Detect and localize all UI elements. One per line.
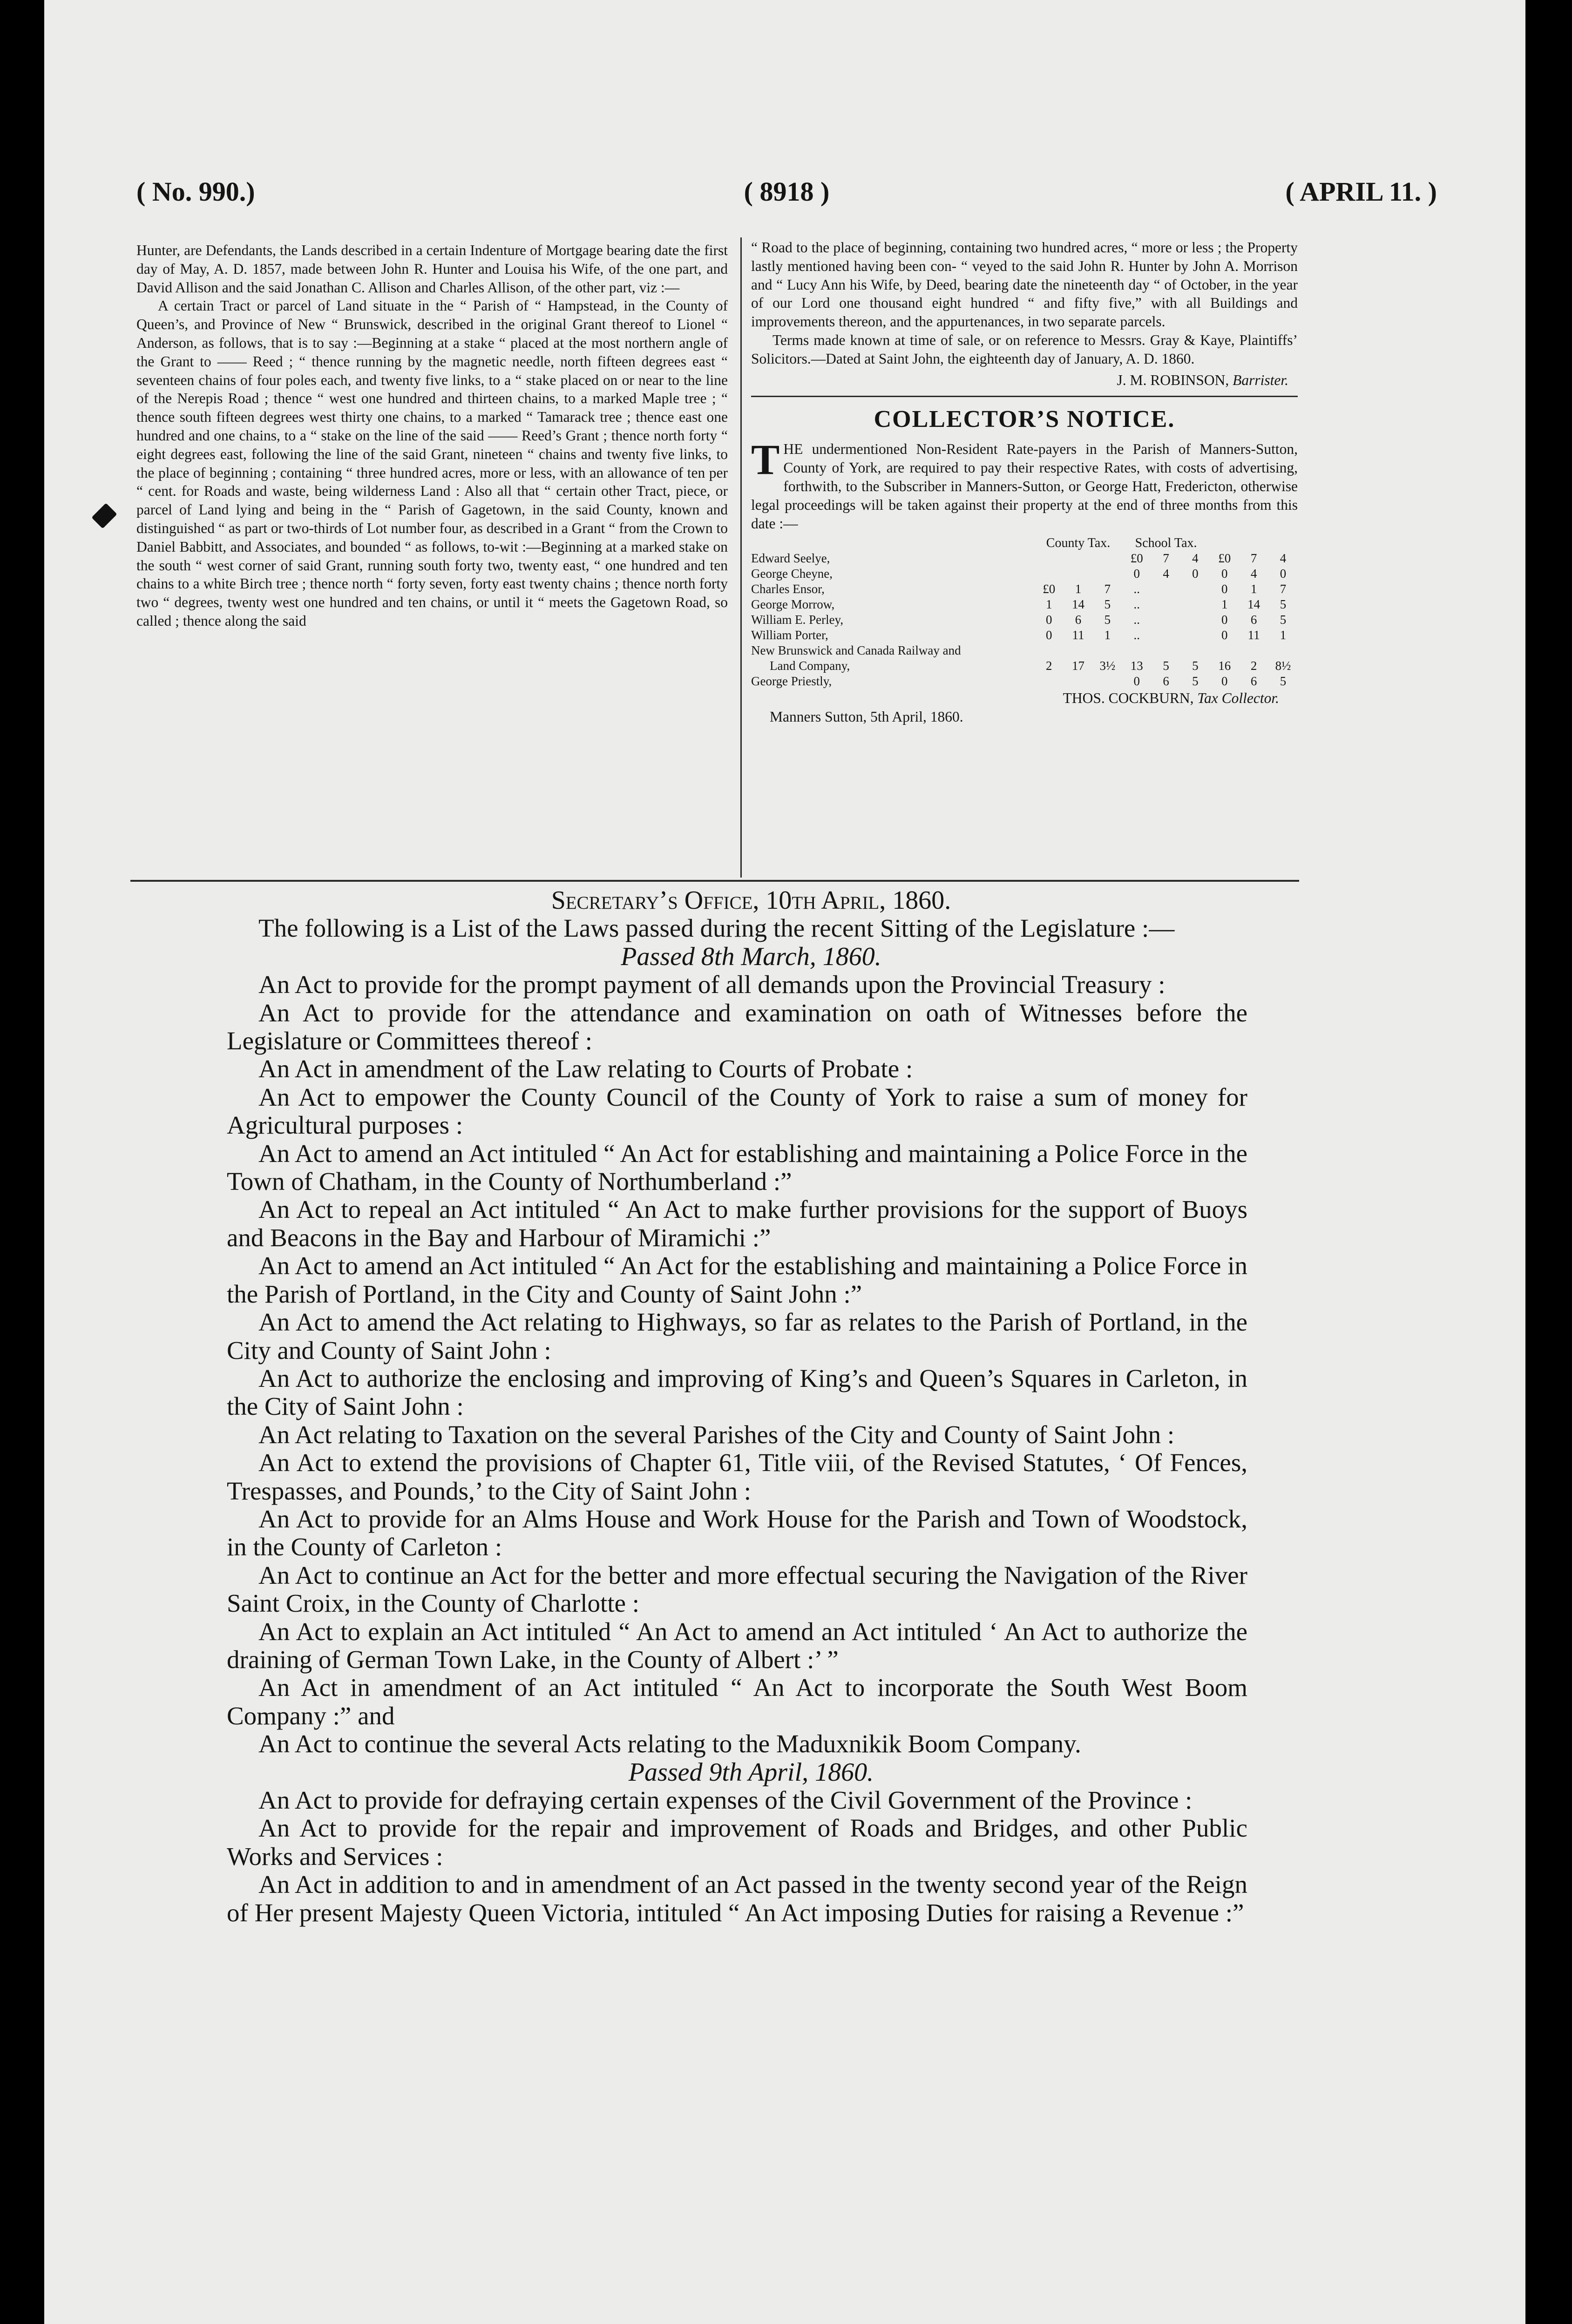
sale-terms: Terms made known at time of sale, or on reference to Messrs. Gray & Kaye, Plaintiffs’ Solicitors.—Dated at Saint John, the eighteenth day of January, A. D. 1860.	[751, 331, 1298, 367]
school-tax-header: School Tax.	[1135, 536, 1197, 551]
signature-title: Barrister.	[1233, 372, 1288, 388]
act-entry: An Act to extend the provisions of Chapter 61, Title viii, of the Revised Statutes, ‘ Of Fences, Trespasses, and Pounds,’ to the City of Saint John :	[227, 1448, 1247, 1505]
left-column	[136, 241, 728, 630]
act-entry: An Act to explain an Act intituled “ An Act to amend an Act intituled ‘ An Act to authorize the draining of German Town Lake, in the County of Albert :’ ”	[227, 1617, 1247, 1674]
collector-signature	[751, 689, 1298, 708]
act-entry: An Act to authorize the enclosing and improving of King’s and Queen’s Squares in Carleton, in the City of Saint John :	[227, 1364, 1247, 1421]
act-entry: An Act to provide for the prompt payment of all demands upon the Provincial Treasury :	[258, 970, 1165, 999]
right-column	[751, 238, 1298, 726]
table-row: Land Company, 2 17 3½ 13 5 5 16 2 8½	[770, 659, 1291, 673]
notice-title: COLLECTOR’S NOTICE.	[874, 406, 1175, 433]
notice-body	[751, 436, 1298, 533]
drop-cap: T	[751, 436, 780, 484]
issue-date: ( APRIL 11. )	[1285, 176, 1437, 207]
page-header	[136, 176, 1437, 218]
table-row: New Brunswick and Canada Railway and	[751, 643, 961, 658]
act-entry: An Act relating to Taxation on the several Parishes of the City and County of Saint John :	[258, 1420, 1175, 1449]
act-entry: An Act in amendment of an Act intituled “ An Act to incorporate the South West Boom Company :” and	[227, 1673, 1247, 1730]
act-entry: An Act to amend an Act intituled “ An Act for the establishing and maintaining a Police Force in the Parish of Portland, in the City and County of Saint John :”	[227, 1251, 1247, 1308]
margin-mark	[91, 503, 117, 528]
document-page	[44, 0, 1525, 2324]
table-row: George Priestly, 0 6 5 0 6 5	[751, 674, 1287, 689]
secretary-office-heading: Secretary’s Office, 10th April, 1860.	[551, 886, 951, 915]
act-entry: An Act to empower the County Council of the County of York to raise a sum of money for Agricultural purposes :	[227, 1082, 1247, 1140]
acts-list	[227, 1786, 1247, 1927]
act-entry: An Act to continue an Act for the better and more effectual securing the Navigation of the River Saint Croix, in the County of Charlotte :	[227, 1561, 1247, 1618]
notice-place-date: Manners Sutton, 5th April, 1860.	[770, 709, 963, 725]
acts-list	[227, 971, 1247, 1758]
act-entry: An Act to provide for defraying certain expenses of the Civil Government of the Province :	[258, 1786, 1193, 1814]
page-number: ( 8918 )	[744, 176, 830, 207]
tax-table-header	[751, 535, 1298, 551]
land-description: A certain Tract or parcel of Land situate in the “ Parish of “ Hampstead, in the County of Queen’s, and Province of New “ Brunswick, described in the original Grant thereof to Lionel “ Anderson, as follows, that is to say :—Beginning at a stake “ placed at the most northern angle of the Grant to —— Reed ; “ thence running by the magnetic needle, north fifteen degrees east “ seventeen chains of four poles each, and twenty five links, to a “ stake placed on or near to the line of the Nerepis Road ; thence “ west one hundred and thirteen chains, to a marked Maple tree ; “ thence south fifteen degrees west thirty one chains, to a marked “ Tamarack tree ; thence east one hundred and one chains, to a “ stake on the line of the said —— Reed’s Grant ; thence north forty “ eight degrees east, following the line of the said Grant, nineteen “ chains and twenty five links, to the place of beginning ; containing “ three hundred acres, more or less, with an allowance of ten per “ cent. for Roads and waste, being wilderness Land : Also all that “ certain other Tract, piece, or parcel of Land lying and being in the “ Parish of Gagetown, in the said County, known and distinguished “ as part or two-thirds of Lot number four, as described in a Grant “ from the Crown to Daniel Babbitt, and Associates, and bounded “ as follows, to-wit :—Beginning at a marked stake on the south “ west corner of said Grant, running south forty two, twenty east, “ one hundred and ten chains to a white Birch tree ; thence north “ forty seven, forty east twenty chains ; thence north forty two “ degrees, twenty west one hundred and ten chains, or until it “ meets the Gagetown Road, so called ; thence along the said	[136, 297, 728, 629]
act-entry: An Act to amend an Act intituled “ An Act for establishing and maintaining a Police Force in the Town of Chatham, in the County of Northumberland :”	[227, 1139, 1247, 1196]
act-entry: An Act to provide for an Alms House and Work House for the Parish and Town of Woodstock, in the County of Carleton :	[227, 1504, 1247, 1561]
table-row: William E. Perley, 0 6 5 .. 0 6 5	[751, 613, 1287, 627]
issue-number: ( No. 990.)	[136, 176, 255, 207]
table-row: George Morrow, 1 14 5 .. 1 14 5	[751, 597, 1287, 612]
act-entry: An Act to provide for the attendance and examination on oath of Witnesses before the Legislature or Committees thereof :	[227, 998, 1247, 1055]
passed-heading: Passed 9th April, 1860.	[628, 1757, 874, 1787]
act-entry: An Act to repeal an Act intituled “ An Act to make further provisions for the support of Buoys and Beacons in the Bay and Harbour of Miramichi :”	[227, 1195, 1247, 1252]
section-rule	[751, 396, 1298, 397]
passed-heading: Passed 8th March, 1860.	[621, 942, 881, 971]
tax-table	[751, 535, 1298, 689]
county-tax-header: County Tax.	[1046, 536, 1111, 551]
mortgage-paragraph: Hunter, are Defendants, the Lands described in a certain Indenture of Mortgage bearing date the first day of May, A. D. 1857, made between John R. Hunter and Louisa his Wife, of the one part, and David Allison and the said Jonathan C. Allison and Charles Allison, of the other part, viz :—	[136, 242, 728, 296]
collector-name: THOS. COCKBURN,	[1063, 690, 1194, 707]
act-entry: An Act in addition to and in amendment of an Act passed in the twenty second year of the Reign of Her present Majesty Queen Victoria, intituled “ An Act imposing Duties for raising a Revenue :”	[227, 1870, 1247, 1927]
barrister-signature	[751, 371, 1298, 390]
column-divider	[740, 237, 742, 878]
act-entry: An Act in amendment of the Law relating to Courts of Probate :	[258, 1054, 913, 1083]
notice-text: HE undermentioned Non-Resident Rate-payers in the Parish of Manners-Sutton, County of York, are required to pay their respective Rates, with costs of advertising, forthwith, to the Subscriber in Manners-Sutton, or George Hatt, Fredericton, otherwise legal proceedings will be taken against their property at the end of three months from this date :—	[751, 441, 1298, 532]
signature-name: J. M. ROBINSON,	[1117, 372, 1229, 388]
act-entry: An Act to provide for the repair and improvement of Roads and Bridges, and other Public Works and Services :	[227, 1814, 1247, 1871]
act-entry: An Act to continue the several Acts relating to the Maduxnikik Boom Company.	[258, 1729, 1081, 1758]
table-row: Edward Seelye, £0 7 4 £0 7 4	[751, 551, 1287, 566]
laws-intro: The following is a List of the Laws passed during the recent Sitting of the Legislature :—	[258, 914, 1175, 943]
land-continuation: “ Road to the place of beginning, containing two hundred acres, “ more or less ; the Property lastly mentioned having been con- “ veyed to the said John R. Hunter by John A. Morrison and “ Lucy Ann his Wife, by Deed, bearing date the nineteenth day “ of October, in the year of our Lord one thousand eight hundred “ and fifty five,” with all Buildings and improvements thereon, and the appurtenances, in two separate parcels.	[751, 239, 1298, 330]
table-row: William Porter, 0 11 1 .. 0 11 1	[751, 628, 1287, 642]
laws-section	[227, 880, 1247, 1927]
act-entry: An Act to amend the Act relating to Highways, so far as relates to the Parish of Portland, in the City and County of Saint John :	[227, 1308, 1247, 1365]
table-row: Charles Ensor, £0 1 7 .. 0 1 7	[751, 582, 1287, 596]
collector-title: Tax Collector.	[1197, 690, 1279, 707]
table-row: George Cheyne, 0 4 0 0 4 0	[751, 567, 1287, 581]
